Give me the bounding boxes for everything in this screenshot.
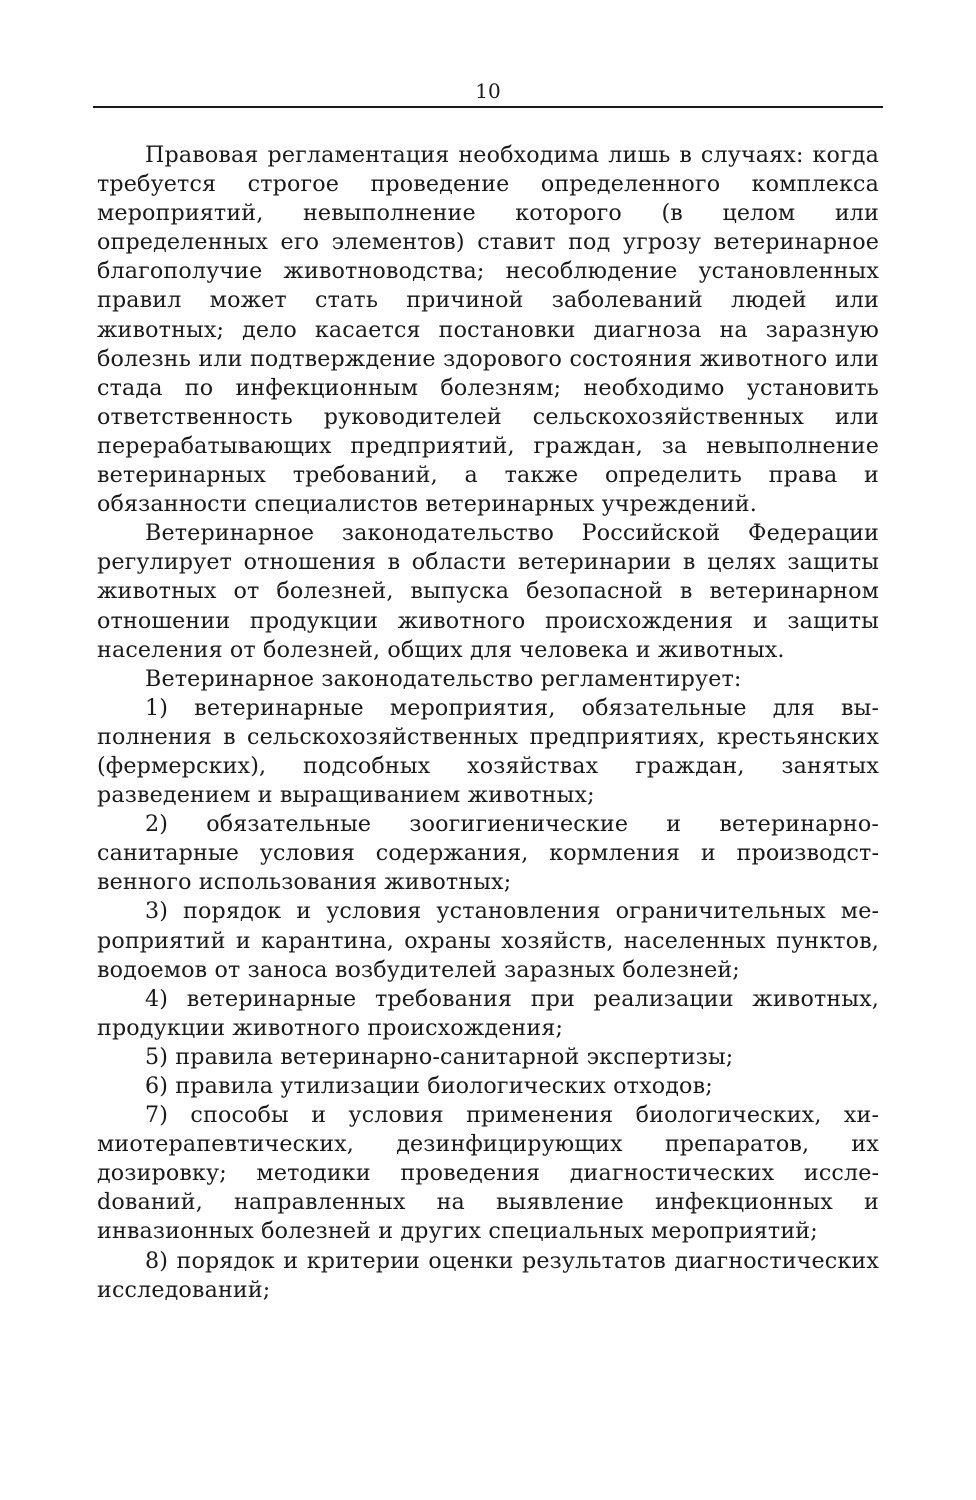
list-item: 1) ветеринарные мероприятия, обязательные для выполнения в сельскохозяйственных предприятиях, крестьянских (фермерских), подсобных хозяйствах граждан, занятых разведением и выращиванием животных; <box>97 694 879 809</box>
list-item: 5) правила ветеринарно-санитарной экспертизы; <box>145 1043 734 1070</box>
list-item: 2) обязательные зоогигиенические и ветеринарно-санитарные условия содержания, кормления и производственного использования животных; <box>97 811 879 896</box>
body-text <box>97 141 879 1305</box>
paragraph-legal-regulation: Правовая регламентация необходима лишь в случаях: когда требуется строгое проведение определенного комплекса мероприятий, невыполнение которого (в целом или определенных его элементов) ставит под угрозу ветеринарное благополучие животноводства; несоблюдение установленных правил может стать причиной заболеваний людей или животных; дело касается постановки диагноза на заразную болезнь или подтверждение здорового состояния животного или стада по инфекционным болезням; необходимо установить ответственность руководителей сельскохозяйственных или перерабатывающих предприятий, граждан, за невыполнение ветеринарных требований, а также определить права и обязанности специалистов ветеринарных учреждений. <box>97 142 879 518</box>
page-number: 10 <box>475 79 501 103</box>
list-item: 7) способы и условия применения биологических, химиотерапевтических, дезинфицирующих препаратов, их дозировку; методики проведения диагностических исслеdований, направленных на выявление инфекционных и инвазионных болезней и других специальных мероприятий; <box>97 1102 879 1245</box>
header-rule <box>93 106 883 108</box>
paragraph-list-intro: Ветеринарное законодательство регламентирует: <box>145 665 742 692</box>
list-item: 6) правила утилизации биологических отходов; <box>145 1073 713 1099</box>
list-item: 4) ветеринарные требования при реализации животных, продукции животного происхождения; <box>97 985 879 1041</box>
paragraph-vet-legislation: Ветеринарное законодательство Российской Федерации регулирует отношения в области ветеринарии в целях защиты животных от болезней, выпуска безопасной в ветеринарном отношении продукции животного происхождения и защиты населения от болезней, общих для человека и животных. <box>97 520 879 663</box>
list-item: 8) порядок и критерии оценки результатов диагностических исследований; <box>97 1247 879 1303</box>
list-item: 3) порядок и условия установления ограничительных мероприятий и карантина, охраны хозяйств, населенных пунктов, водоемов от заноса возбудителей заразных болезней; <box>97 898 879 983</box>
